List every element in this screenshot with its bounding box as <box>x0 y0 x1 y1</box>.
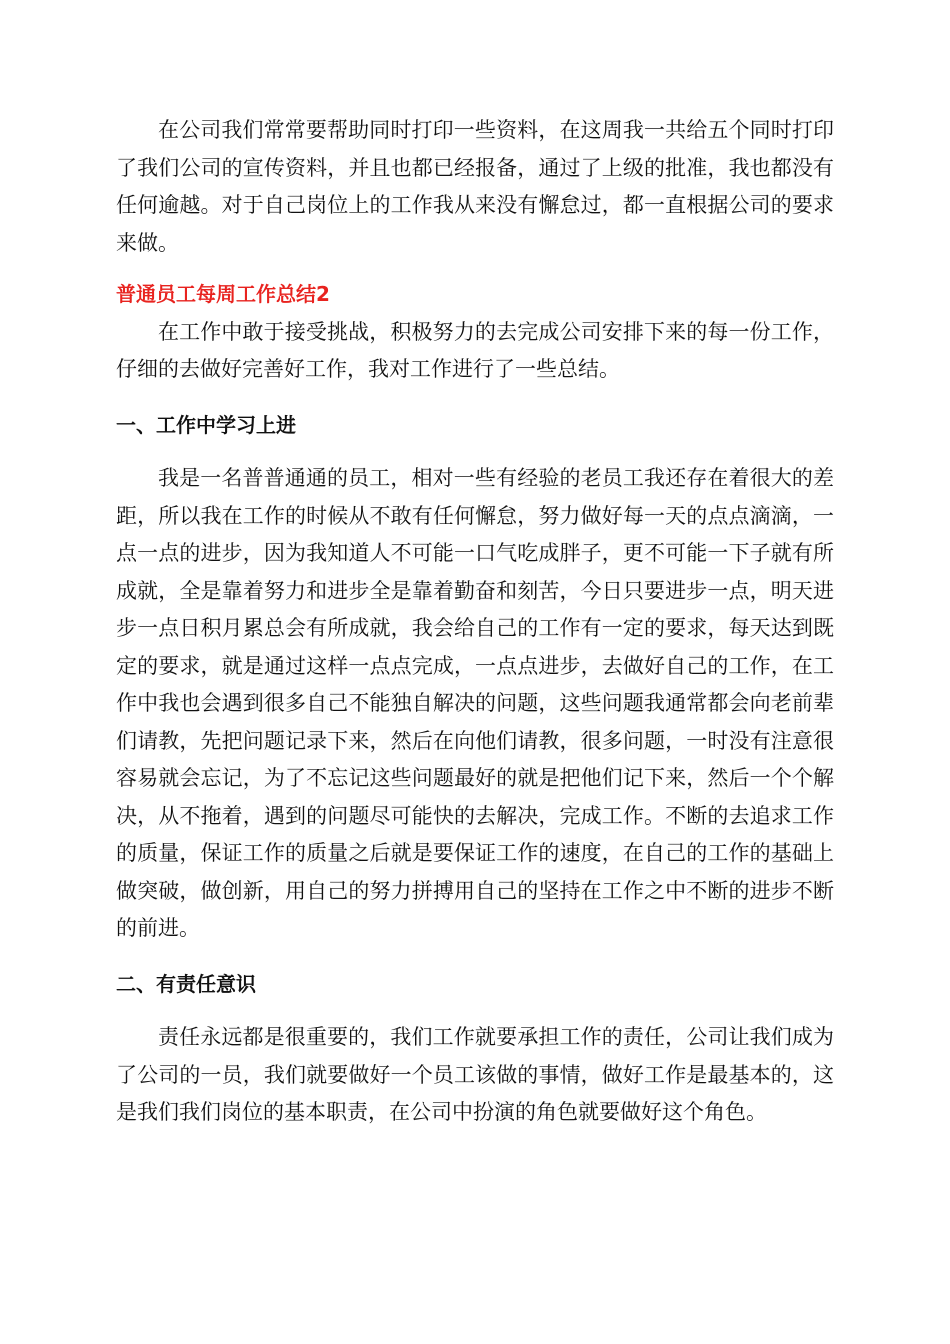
section-title: 普通员工每周工作总结2 <box>116 282 330 306</box>
section-intro-paragraph: 在工作中敢于接受挑战，积极努力的去完成公司安排下来的每一份工作，仔细的去做好完善好工作，我对工作进行了一些总结。 <box>116 319 834 381</box>
part1-heading: 一、工作中学习上进 <box>116 412 296 437</box>
spacer <box>116 389 834 407</box>
spacer <box>116 262 834 276</box>
document-body <box>116 112 834 1132</box>
spacer <box>116 1003 834 1019</box>
part2-heading: 二、有责任意识 <box>116 971 256 996</box>
part1-paragraph: 我是一名普普通通的员工，相对一些有经验的老员工我还存在着很大的差距，所以我在工作的时候从不敢有任何懈怠，努力做好每一天的点点滴滴，一点一点的进步，因为我知道人不可能一口气吃成胖子，更不可能一下子就有所成就，全是靠着努力和进步全是靠着勤奋和刻苦，今日只要进步一点，明天进步一点日积月累总会有所成就，我会给自己的工作有一定的要求，每天达到既定的要求，就是通过这样一点点完成，一点点进步，去做好自己的工作，在工作中我也会遇到很多自己不能独自解决的问题，这些问题我通常都会向老前辈们请教，先把问题记录下来，然后在向他们请教，很多问题，一时没有注意很容易就会忘记，为了不忘记这些问题最好的就是把他们记下来，然后一个个解决，从不拖着，遇到的问题尽可能快的去解决，完成工作。不断的去追求工作的质量，保证工作的质量之后就是要保证工作的速度，在自己的工作的基础上做突破，做创新，用自己的努力拼搏用自己的坚持在工作之中不断的进步不断的前进。 <box>116 466 834 940</box>
intro-paragraph: 在公司我们常常要帮助同时打印一些资料，在这周我一共给五个同时打印了我们公司的宣传资料，并且也都已经报备，通过了上级的批准，我也都没有任何逾越。对于自己岗位上的工作我从来没有懈怠过，都一直根据公司的要求来做。 <box>116 118 834 255</box>
spacer <box>116 948 834 966</box>
part2-paragraph: 责任永远都是很重要的，我们工作就要承担工作的责任，公司让我们成为了公司的一员，我们就要做好一个员工该做的事情，做好工作是最基本的，这是我们我们岗位的基本职责，在公司中扮演的角色就要做好这个角色。 <box>116 1025 834 1124</box>
spacer <box>116 444 834 460</box>
